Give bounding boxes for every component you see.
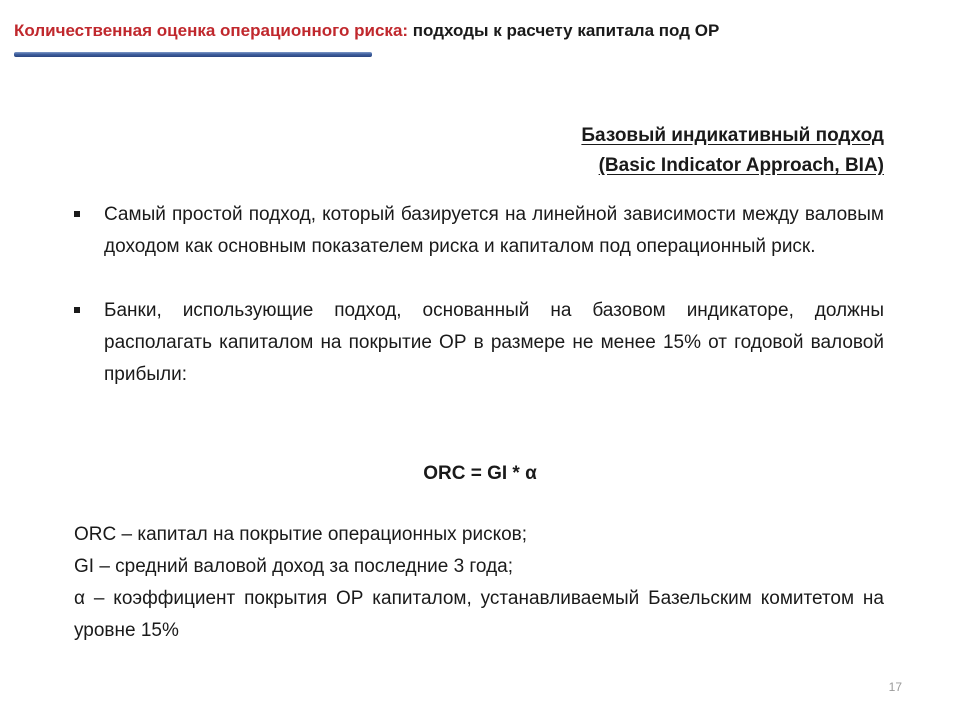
definition-gi: GI – средний валовой доход за последние 3 года; xyxy=(74,556,514,577)
definitions-block xyxy=(74,519,884,647)
definition-alpha: α – коэффициент покрытия ОР капиталом, устанавливаемый Базельским комитетом на уровне 15% xyxy=(74,588,884,641)
bullet-text: Банки, использующие подход, основанный на базовом индикаторе, должны располагать капиталом на покрытие ОР в размере не менее 15% от годовой валовой прибыли: xyxy=(104,300,884,385)
slide-title-main: Количественная оценка операционного риска: xyxy=(14,21,409,40)
title-divider xyxy=(14,52,372,57)
slide-title-sub: подходы к расчету капитала под ОР xyxy=(408,21,720,40)
section-heading xyxy=(581,121,884,181)
square-bullet-icon xyxy=(74,307,80,313)
bullet-item xyxy=(74,199,884,263)
section-heading-line-2: (Basic Indicator Approach, BIA) xyxy=(598,155,884,176)
page-number: 17 xyxy=(888,680,902,694)
bullet-list xyxy=(74,199,884,391)
definition-orc: ORC – капитал на покрытие операционных рисков; xyxy=(74,524,528,545)
slide-title xyxy=(14,20,719,42)
bullet-item xyxy=(74,295,884,391)
square-bullet-icon xyxy=(74,211,80,217)
bullet-text: Самый простой подход, который базируется на линейной зависимости между валовым доходом как основным показателем риска и капиталом под операционный риск. xyxy=(104,204,884,257)
section-heading-line-1: Базовый индикативный подход xyxy=(581,125,884,146)
formula: ORC = GI * α xyxy=(423,463,537,484)
